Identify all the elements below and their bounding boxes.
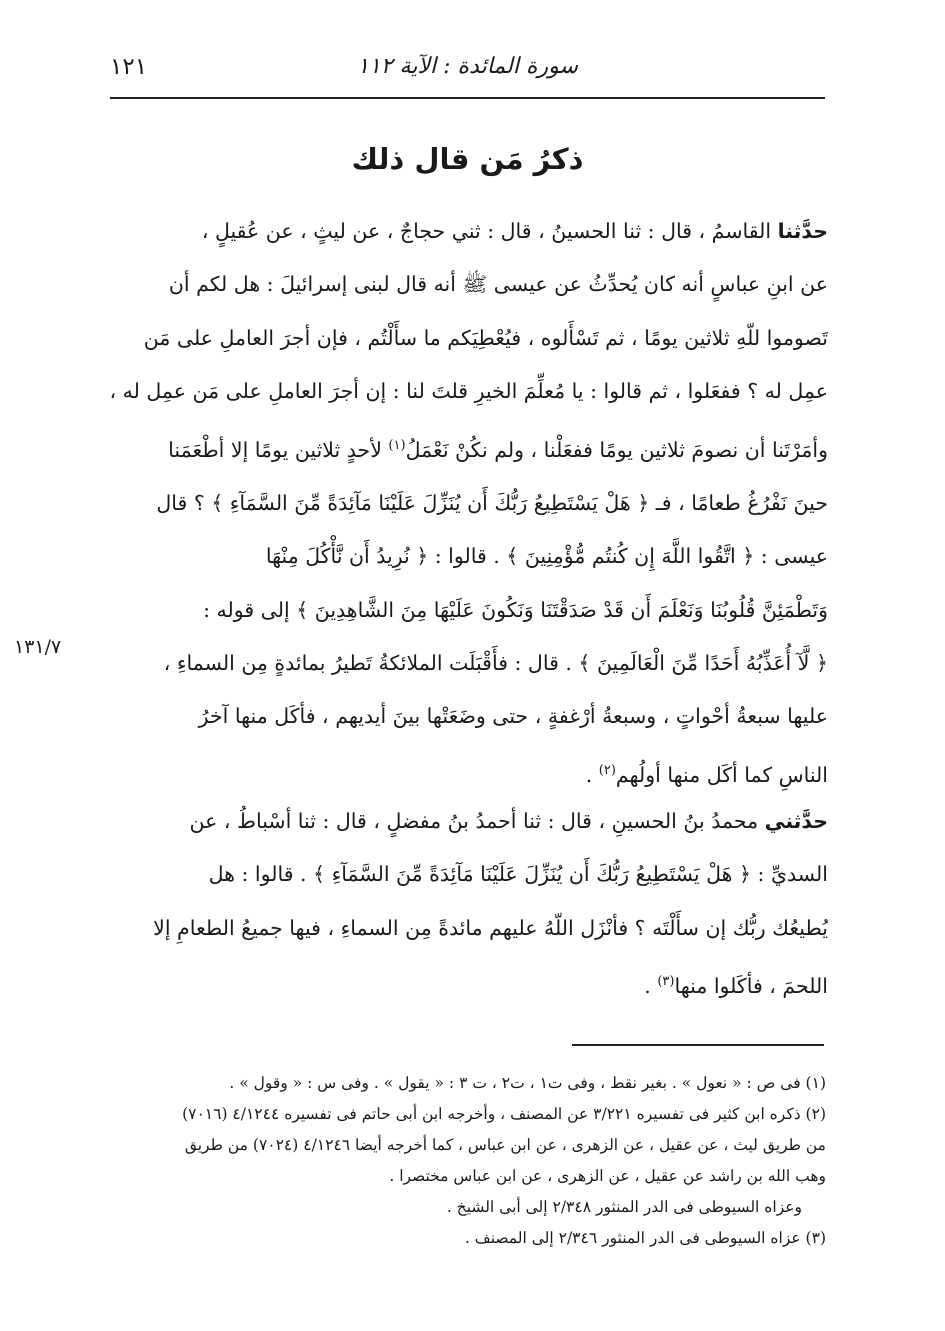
margin-reference: ١٣١/٧ [14, 636, 62, 658]
paragraph-line: السديِّ : ﴿ هَلْ يَسْتَطِيعُ رَبُّكَ أَن يُنَزِّلَ عَلَيْنَا مَآئِدَةً مِّنَ السَّمَآءِ ﴾ . قالوا : هل [208, 862, 828, 887]
paragraph-line: ﴿ لَّآ أُعَذِّبُهُ أَحَدًا مِّنَ الْعَالَمِينَ ﴾ . قال : فأَقْبَلَت الملائكةُ تَطيرُ بمائدةٍ مِن السماءِ ، [163, 651, 828, 676]
paragraph-line: تَصوموا للّهِ ثلاثين يومًا ، ثم تَسْأَلوه ، فيُعْطِيَكم ما سأَلْتُم ، فإن أجرَ العاملِ على مَن [143, 325, 828, 350]
footnote-2: (٢) ذكره ابن كثير فى تفسيره ٣/٢٢١ عن المصنف ، وأخرجه ابن أبى حاتم فى تفسيره ٤/١٢٤٤ (٧٠١٦) [182, 1105, 826, 1123]
header-rule [110, 97, 825, 99]
page-number: ١٢١ [110, 54, 148, 80]
footnote-marker: (٢) [598, 762, 616, 778]
paragraph-lead: حدَّثني [764, 809, 828, 833]
footnote-2-cont: وعزاه السيوطى فى الدر المنثور ٢/٣٤٨ إلى أبى الشيخ . [446, 1198, 802, 1216]
paragraph-1 [108, 205, 828, 802]
paragraph-line: الناسِ كما أكَل منها أولُهم$^{(٢)}$ . [585, 762, 828, 787]
paragraph-lead: حدَّثنا [777, 219, 828, 243]
paragraph-line: عليها سبعةُ أحْواتٍ ، وسبعةُ أرْغفةٍ ، حتى وضَعَتْها بينَ أيديهم ، فأكَل منها آخرُ [198, 704, 828, 729]
footnote-marker: (٣) [657, 974, 675, 990]
paragraph-line: عمِل له ؟ ففعَلوا ، ثم قالوا : يا مُعلِّمَ الخيرِ قلتَ لنا : إن أجرَ العاملِ على مَن عمِل له ، [109, 379, 828, 404]
paragraph-line: حدَّثني محمدُ بنُ الحسينِ ، قال : ثنا أحمدُ بنُ مفضلٍ ، قال : ثنا أسْباطُ ، عن [189, 809, 828, 833]
paragraph-line: حدَّثنا القاسمُ ، قال : ثنا الحسينُ ، قال : ثني حجاجٌ ، عن ليثٍ ، عن عُقيلٍ ، [201, 219, 828, 243]
running-title: سورة المائدة : الآية ١١٢ [357, 54, 578, 79]
footnote-3: (٣) عزاه السيوطى فى الدر المنثور ٢/٣٤٦ إلى المصنف . [464, 1229, 826, 1247]
paragraph-line: يُطيعُك ربُّك إن سأَلْتَه ؟ فأنْزَل اللّهُ عليهم مائدةً مِن السماءِ ، فيها جميعُ الطعامِ إلا [153, 915, 828, 940]
footnotes [100, 1068, 826, 1254]
footnote-marker: (١) [388, 437, 406, 453]
footnote-rule [572, 1044, 824, 1046]
footnote-2-cont: من طريق ليث ، عن عقيل ، عن الزهرى ، عن ابن عباس ، كما أخرجه أيضا ٤/١٢٤٦ (٧٠٢٤) من طريق [184, 1136, 826, 1154]
paragraph-2 [108, 795, 828, 1013]
section-title: ذكرُ مَن قال ذلك [351, 142, 584, 176]
paragraph-line: عيسى : ﴿ اتَّقُوا اللَّهَ إِن كُنتُم مُّؤْمِنِينَ ﴾ . قالوا : ﴿ نُرِيدُ أَن نَّأْكُلَ مِنْهَا [265, 544, 828, 569]
paragraph-line: وأمَرْتَنا أن نصومَ ثلاثين يومًا ففعَلْنا ، ولم نكُنْ نَعْمَلُ$^{(١)}$ لأحدٍ ثلاثين يومًا إلا أطْعَمَنا [168, 437, 828, 462]
footnote-2-cont: وهب الله بن راشد عن عقيل ، عن الزهرى ، عن ابن عباس مختصرا . [389, 1167, 826, 1185]
paragraph-line: حينَ نَفْرُغُ طعامًا ، فـ ﴿ هَلْ يَسْتَطِيعُ رَبُّكَ أَن يُنَزِّلَ عَلَيْنَا مَآئِدَةً مِّنَ السَّمَآءِ ﴾ ؟ قال [156, 490, 828, 515]
paragraph-line: عن ابنِ عباسٍ أنه كان يُحدِّثُ عن عيسى ﷺ أنه قال لبنى إسرائيلَ : هل لكم أن [168, 272, 828, 297]
footnote-1: (١) فى ص : « نعول » . بغير نقط ، وفى ت١ ، ت٢ ، ت ٣ : « يقول » . وفى س : « وقول » . [229, 1074, 826, 1092]
page-header [110, 52, 825, 92]
paragraph-line: اللحمَ ، فأكَلوا منها$^{(٣)}$ . [644, 974, 828, 999]
paragraph-line: وَتَطْمَئِنَّ قُلُوبُنَا وَنَعْلَمَ أَن قَدْ صَدَقْتَنَا وَنَكُونَ عَلَيْهَا مِنَ الشَّاهِدِينَ ﴾ إلى قوله : [203, 597, 828, 622]
